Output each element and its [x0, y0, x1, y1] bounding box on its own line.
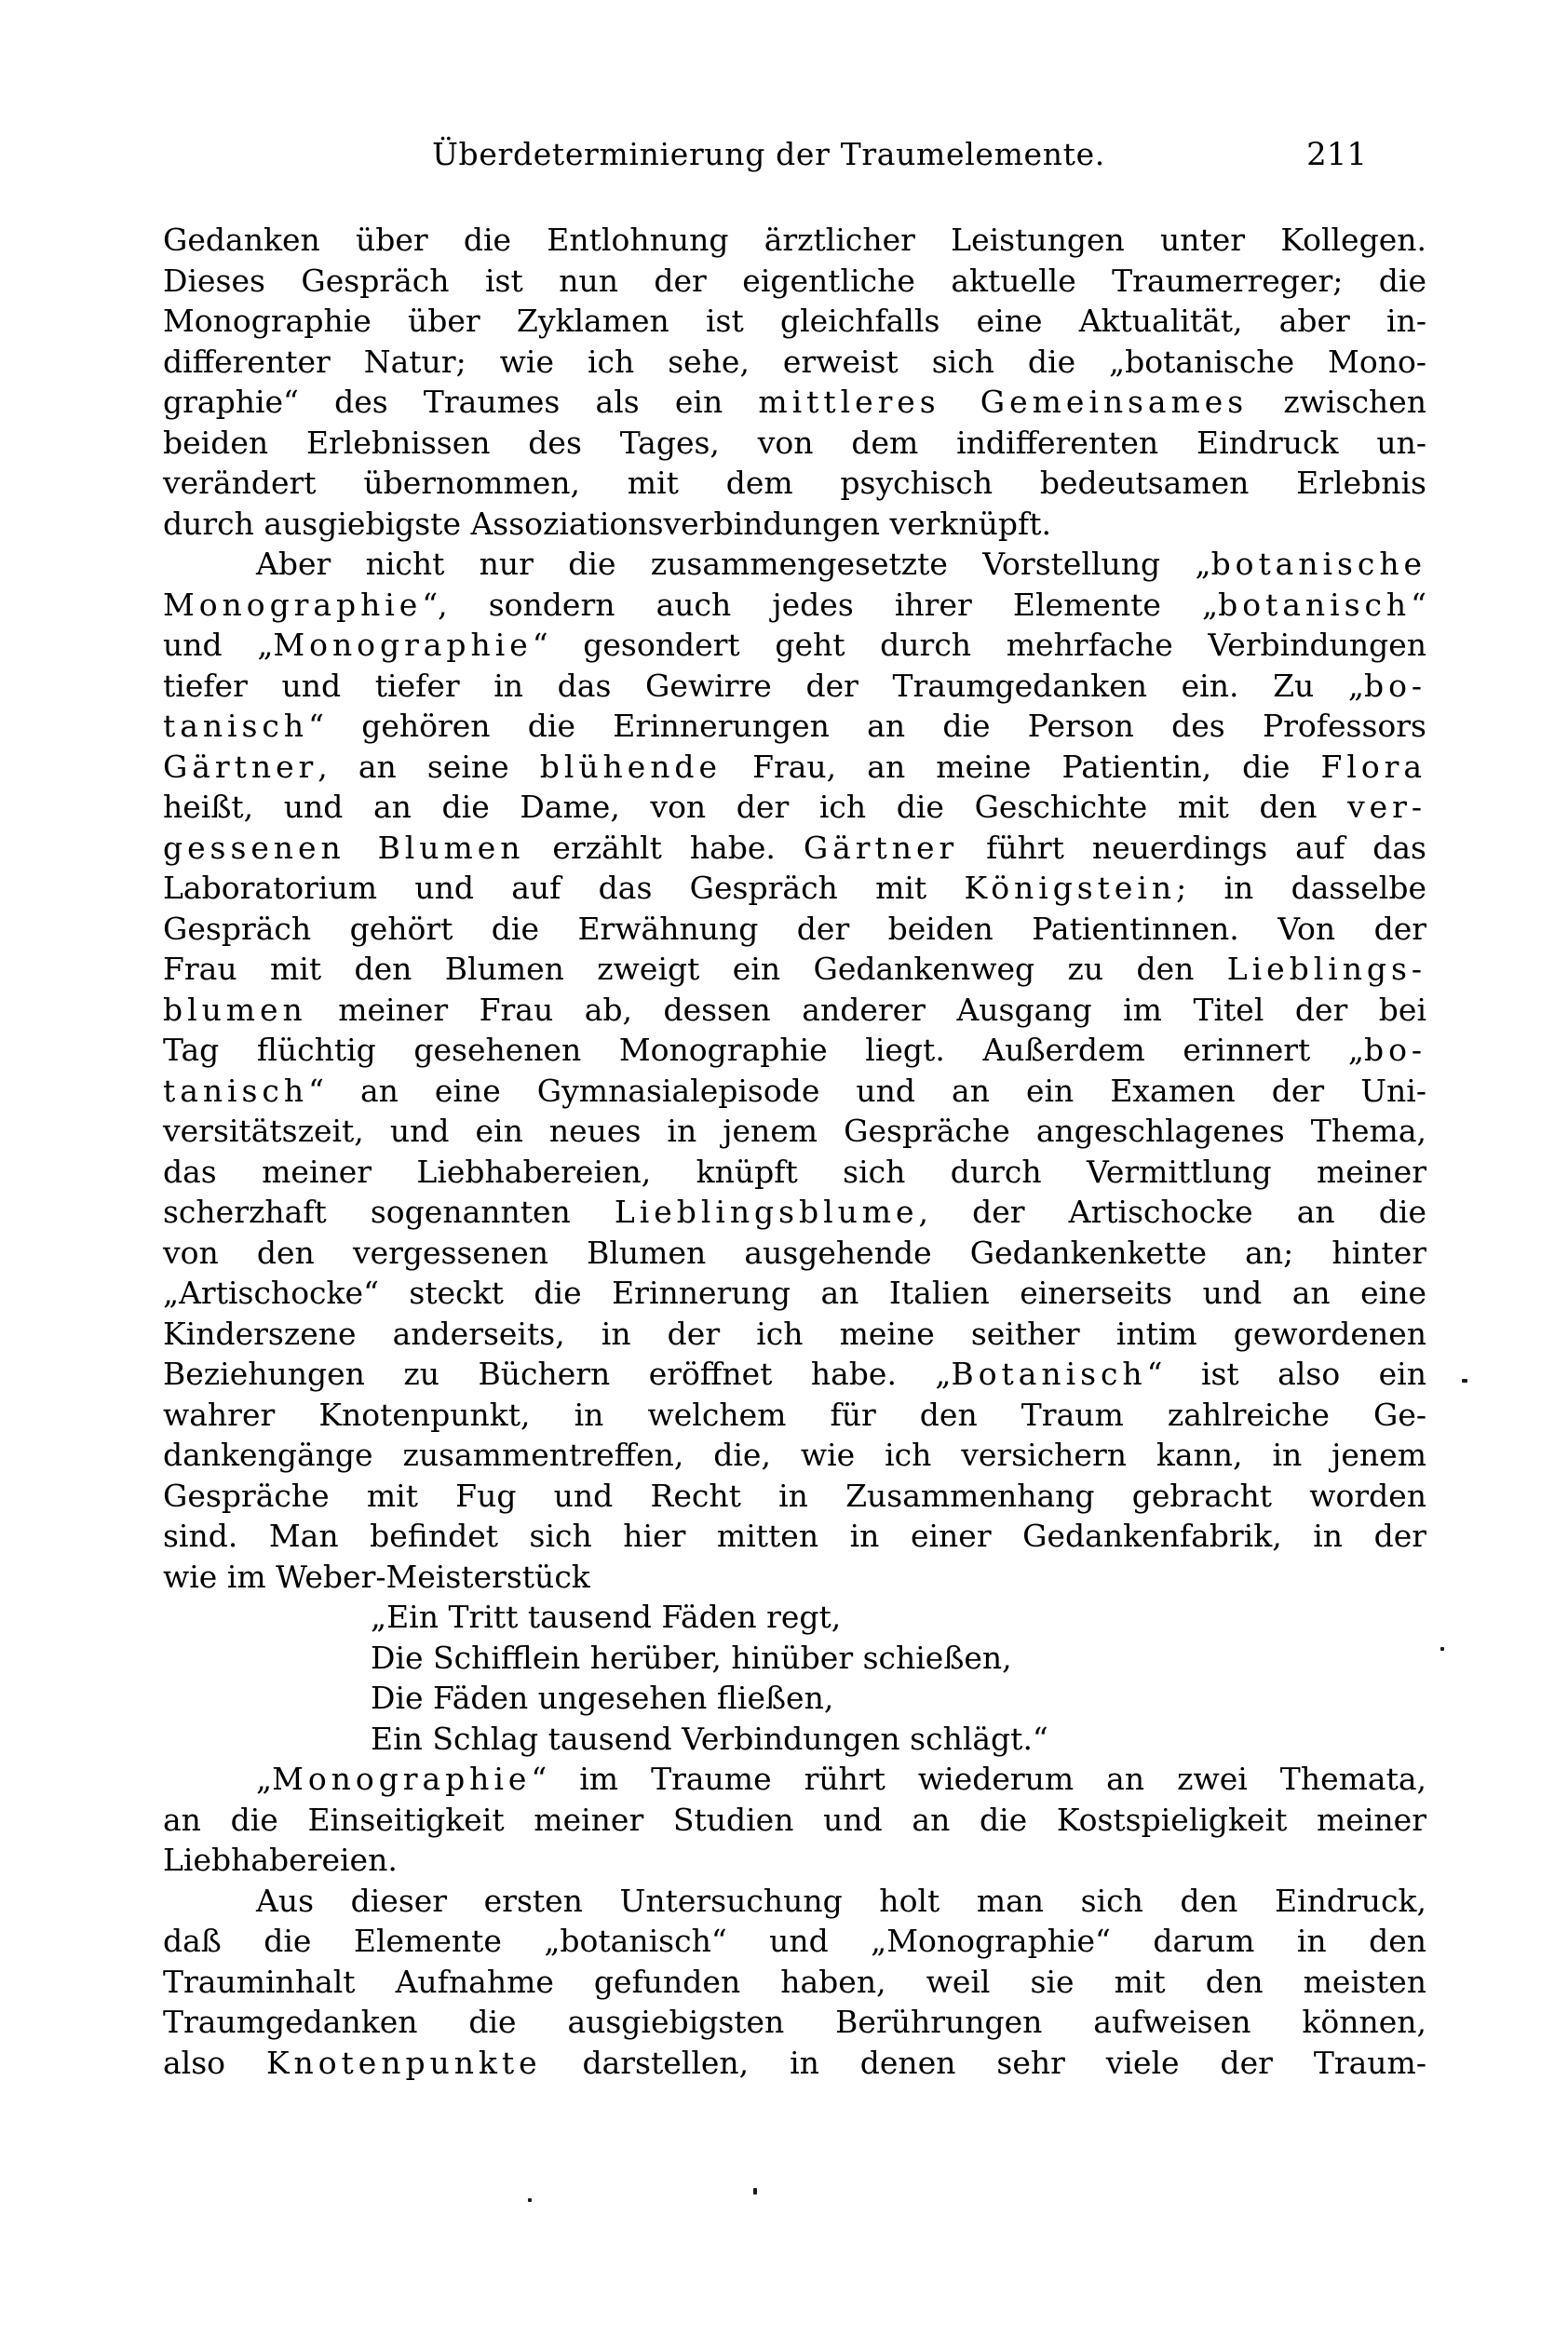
emphasized-text: Lieblings-: [1226, 951, 1426, 987]
text-line: [163, 382, 1426, 423]
body-text: differenter Natur; wie ich sehe, erweist sich die „botanische Mono-: [163, 343, 1426, 380]
body-text: versitätszeit, und ein neues in jenem Gespräche angeschlagenes Thema,: [163, 1113, 1426, 1149]
body-text: Monographie über Zyklamen ist gleichfalls eine Aktualität, aber in-: [163, 303, 1426, 339]
body-text: wie im Weber-Meisterstück: [163, 1558, 590, 1595]
body-text: erzählt habe.: [524, 829, 804, 866]
text-line: [163, 544, 1426, 585]
body-text: Die Schifflein herüber, hinüber schießen,: [371, 1639, 1012, 1676]
text-block: [163, 220, 1426, 2083]
body-text: Laboratorium und auf das Gespräch mit: [163, 870, 965, 906]
body-text: “, sondern auch jedes ihrer Elemente „: [422, 586, 1219, 623]
emphasized-text: Lieblingsblume: [614, 1194, 919, 1230]
text-line: [163, 1111, 1426, 1152]
emphasized-text: blühende: [539, 748, 722, 785]
body-text: “ gehören die Erinnerungen an die Person des Professors: [308, 708, 1426, 744]
body-text: “: [1411, 586, 1426, 623]
body-text: Gespräch gehört die Erwähnung der beiden Patientinnen. Von der: [163, 910, 1426, 947]
text-line: [163, 787, 1426, 828]
text-line: [163, 261, 1426, 302]
emphasized-text: mittleres Gemeinsames: [758, 384, 1249, 420]
text-line: [163, 1030, 1426, 1071]
body-text: verändert übernommen, mit dem psychisch bedeutsamen Erlebnis: [163, 465, 1426, 501]
emphasized-text: botanische: [1210, 546, 1426, 582]
body-text: Tag flüchtig gesehenen Monographie liegt. Außerdem erinnert „: [163, 1032, 1364, 1068]
body-text: daß die Elemente „botanisch“ und „Monographie“ darum in den: [163, 1923, 1426, 1959]
scan-speck: [1462, 1379, 1467, 1383]
emphasized-text: Gärtner: [163, 748, 318, 785]
body-text: Frau mit den Blumen zweigt ein Gedankenweg zu den: [163, 951, 1227, 987]
text-line: [163, 1881, 1426, 1922]
text-line: [163, 868, 1426, 909]
body-text: darstellen, in denen sehr viele der Traum-: [541, 2044, 1426, 2081]
body-text: Beziehungen zu Büchern eröffnet habe. „: [163, 1356, 952, 1392]
body-text: scherzhaft sogenannten: [163, 1194, 615, 1230]
text-line: [163, 828, 1426, 869]
body-text: “ an eine Gymnasialepisode und an ein Examen der Uni-: [308, 1072, 1426, 1109]
emphasized-text: Gärtner: [803, 829, 959, 866]
body-text: „Ein Tritt tausend Fäden regt,: [371, 1599, 842, 1635]
text-line: [163, 1840, 1426, 1881]
text-line: [163, 1516, 1426, 1557]
body-text: tiefer und tiefer in das Gewirre der Traumgedanken ein. Zu „: [163, 667, 1364, 704]
text-line: [163, 1476, 1426, 1517]
emphasized-text: tanisch: [163, 1072, 309, 1109]
text-line: [163, 463, 1426, 504]
verse-line: [163, 1638, 1426, 1679]
text-line: [163, 504, 1426, 545]
text-line: [163, 909, 1426, 950]
emphasized-text: ver-: [1347, 789, 1426, 825]
emphasized-text: Monographie: [163, 586, 423, 623]
text-line: [163, 423, 1426, 464]
body-text: und „: [163, 627, 274, 663]
verse-line: [163, 1597, 1426, 1638]
body-text: heißt, und an die Dame, von der ich die Geschichte mit den: [163, 789, 1348, 825]
body-text: „: [256, 1761, 273, 1797]
text-line: [163, 1557, 1426, 1598]
body-text: graphie“ des Traumes als ein: [163, 384, 759, 420]
text-line: [163, 2002, 1426, 2043]
body-text: wahrer Knotenpunkt, in welchem für den Traum zahlreiche Ge-: [163, 1396, 1426, 1433]
text-line: [163, 949, 1426, 990]
body-text: Aus dieser ersten Untersuchung holt man sich den Eindruck,: [256, 1882, 1426, 1919]
body-text: „Artischocke“ steckt die Erinnerung an Italien einerseits und an eine: [163, 1275, 1426, 1311]
text-line: [163, 1071, 1426, 1112]
text-line: [163, 747, 1426, 788]
body-text: “ gesondert geht durch mehrfache Verbindungen: [532, 627, 1427, 663]
body-text: Ein Schlag tausend Verbindungen schlägt.“: [371, 1720, 1048, 1757]
body-text: Aber nicht nur die zusammengesetzte Vorstellung „: [256, 546, 1211, 582]
body-text: Frau, an meine Patientin, die: [722, 748, 1321, 785]
text-line: [163, 1354, 1426, 1395]
emphasized-text: Botanisch: [951, 1356, 1147, 1392]
text-line: [163, 1800, 1426, 1841]
text-line: [163, 706, 1426, 747]
text-line: [163, 1152, 1426, 1193]
body-text: Gespräche mit Fug und Recht in Zusammenhang gebracht worden: [163, 1477, 1426, 1514]
text-line: [163, 1314, 1426, 1355]
emphasized-text: Knotenpunkte: [265, 2044, 542, 2081]
body-text: dankengänge zusammentreffen, die, wie ich versichern kann, in jenem: [163, 1437, 1426, 1473]
running-head-title: Überdeterminierung der Traumelemente.: [432, 136, 1105, 172]
text-line: [163, 1233, 1426, 1274]
text-line: [163, 1192, 1426, 1233]
running-head: [163, 133, 1426, 176]
text-line: [163, 666, 1426, 707]
body-text: zwischen: [1248, 384, 1426, 420]
body-text: , der Artischocke an die: [918, 1194, 1426, 1230]
body-text: an die Einseitigkeit meiner Studien und an die Kostspieligkeit meiner: [163, 1801, 1426, 1838]
text-line: [163, 585, 1426, 626]
text-line: [163, 1962, 1426, 2003]
verse-line: [163, 1719, 1426, 1760]
scan-speck: [1440, 1647, 1444, 1651]
emphasized-text: Monographie: [273, 627, 533, 663]
body-text: durch ausgiebigste Assoziationsverbindungen verknüpft.: [163, 505, 1051, 542]
text-line: [163, 220, 1426, 261]
text-line: [163, 1921, 1426, 1962]
emphasized-text: Königstein: [964, 870, 1177, 906]
body-text: Gedanken über die Entlohnung ärztlicher Leistungen unter Kollegen.: [163, 222, 1426, 258]
text-line: [163, 1435, 1426, 1476]
body-text: , an seine: [318, 748, 540, 785]
emphasized-text: bo-: [1364, 1032, 1426, 1068]
page-number: 211: [1306, 136, 1367, 173]
body-text: Liebhabereien.: [163, 1842, 398, 1878]
text-line: [163, 1395, 1426, 1436]
body-text: sind. Man befindet sich hier mitten in einer Gedankenfabrik, in der: [163, 1518, 1426, 1554]
body-text: also: [163, 2044, 266, 2081]
text-line: [163, 1273, 1426, 1314]
body-text: ; in dasselbe: [1176, 870, 1426, 906]
text-line: [163, 301, 1426, 342]
verse-line: [163, 1678, 1426, 1719]
scan-speck: [528, 2198, 532, 2202]
scan-speck: [753, 2188, 757, 2195]
body-text: Kinderszene anderseits, in der ich meine seither intim gewordenen: [163, 1315, 1426, 1352]
body-text: meiner Frau ab, dessen anderer Ausgang im Titel der bei: [306, 991, 1426, 1028]
body-text: von den vergessenen Blumen ausgehende Gedankenkette an; hinter: [163, 1234, 1426, 1271]
emphasized-text: bo-: [1364, 667, 1426, 704]
body-text: “ ist also ein: [1146, 1356, 1426, 1392]
body-text: Die Fäden ungesehen fließen,: [371, 1680, 834, 1716]
body-text: Trauminhalt Aufnahme gefunden haben, weil sie mit den meisten: [163, 1963, 1426, 2000]
body-text: Dieses Gespräch ist nun der eigentliche aktuelle Traumerreger; die: [163, 262, 1426, 299]
emphasized-text: blumen: [163, 991, 307, 1028]
text-line: [163, 342, 1426, 383]
text-line: [163, 625, 1426, 666]
body-text: “ im Traume rührt wiederum an zwei Themata,: [531, 1761, 1426, 1797]
body-text: das meiner Liebhabereien, knüpft sich durch Vermittlung meiner: [163, 1153, 1426, 1190]
emphasized-text: Monographie: [272, 1761, 532, 1797]
body-text: beiden Erlebnissen des Tages, von dem indifferenten Eindruck un-: [163, 424, 1426, 461]
body-text: Traumgedanken die ausgiebigsten Berührungen aufweisen können,: [163, 2004, 1426, 2040]
emphasized-text: botanisch: [1218, 586, 1412, 623]
emphasized-text: gessenen Blumen: [163, 829, 525, 866]
text-line: [163, 1759, 1426, 1800]
text-line: [163, 2043, 1426, 2084]
emphasized-text: Flora: [1320, 748, 1426, 785]
text-line: [163, 990, 1426, 1031]
body-text: führt neuerdings auf das: [958, 829, 1426, 866]
emphasized-text: tanisch: [163, 708, 309, 744]
